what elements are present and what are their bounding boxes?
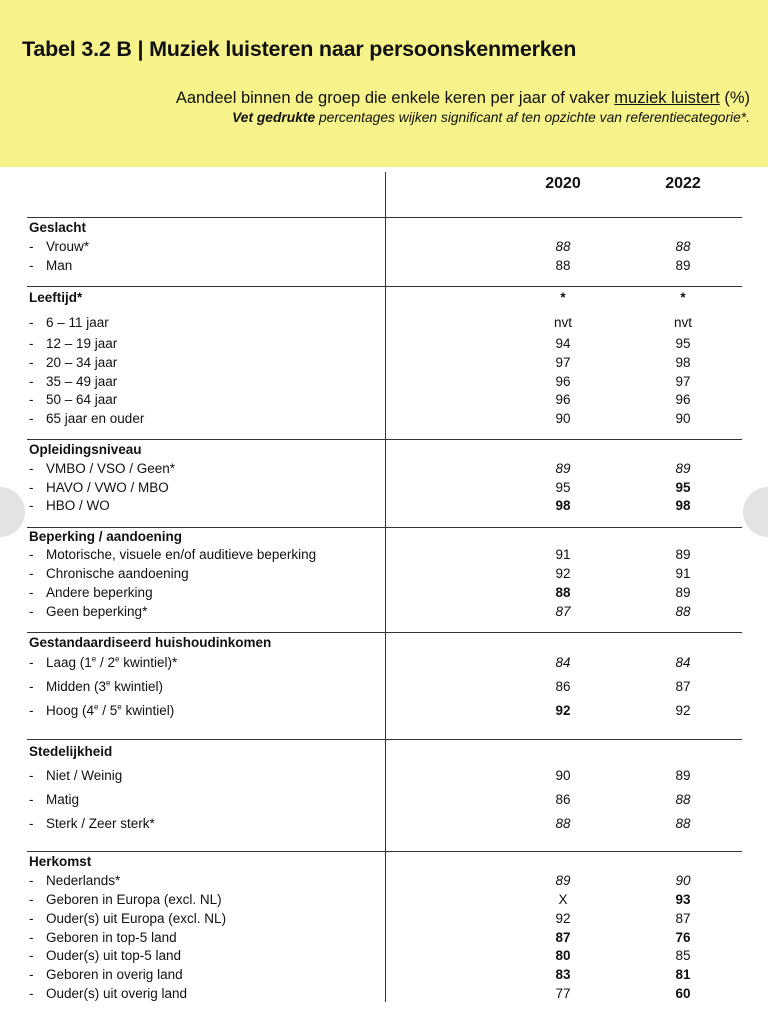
bullet-dash: - bbox=[29, 986, 34, 1001]
row-label-text: Chronische aandoening bbox=[46, 566, 189, 581]
section-divider bbox=[27, 632, 742, 633]
title-banner bbox=[0, 0, 768, 167]
row-label bbox=[29, 793, 79, 807]
value-2022: 97 bbox=[675, 374, 691, 389]
bullet-dash: - bbox=[29, 679, 34, 694]
bullet-dash: - bbox=[29, 374, 34, 389]
value-2020: 95 bbox=[555, 480, 571, 495]
bullet-dash: - bbox=[29, 355, 34, 370]
row-label-text: Midden (3e kwintiel) bbox=[46, 678, 164, 694]
row-label bbox=[29, 356, 117, 370]
row-label bbox=[29, 481, 169, 495]
section-title: Geslacht bbox=[29, 220, 87, 235]
row-label bbox=[29, 769, 122, 783]
value-2022: 87 bbox=[675, 911, 691, 926]
value-2020: 90 bbox=[555, 768, 571, 783]
row-label-text: 6 – 11 jaar bbox=[46, 315, 109, 330]
value-2022: 88 bbox=[675, 604, 691, 619]
value-2022: 88 bbox=[675, 792, 691, 807]
bullet-dash: - bbox=[29, 585, 34, 600]
bullet-dash: - bbox=[29, 480, 34, 495]
row-label bbox=[29, 817, 155, 831]
value-2022: 98 bbox=[675, 355, 691, 370]
section-divider bbox=[27, 851, 742, 852]
row-label-text: Ouder(s) uit overig land bbox=[46, 986, 188, 1001]
row-label bbox=[29, 656, 177, 670]
year-header-2022: 2022 bbox=[665, 175, 701, 192]
value-2020: nvt bbox=[553, 315, 573, 330]
section-significance-marker: * bbox=[560, 290, 566, 305]
value-2022: 90 bbox=[675, 411, 691, 426]
value-2020: 88 bbox=[555, 585, 571, 600]
bullet-dash: - bbox=[29, 930, 34, 945]
previous-page-button[interactable] bbox=[0, 487, 25, 537]
bullet-dash: - bbox=[29, 258, 34, 273]
row-label bbox=[29, 316, 109, 330]
row-label-text: Nederlands* bbox=[46, 873, 121, 888]
value-2022: 60 bbox=[675, 986, 691, 1001]
table-subtitle bbox=[176, 89, 750, 108]
value-2022: 98 bbox=[675, 498, 691, 513]
subtitle-suffix: (%) bbox=[719, 89, 750, 107]
row-label bbox=[29, 987, 187, 1001]
row-label-text: 12 – 19 jaar bbox=[46, 336, 118, 351]
row-label-text: Geboren in top-5 land bbox=[46, 930, 177, 945]
row-label-text: Andere beperking bbox=[46, 585, 153, 600]
bullet-dash: - bbox=[29, 461, 34, 476]
value-2022: 90 bbox=[675, 873, 691, 888]
row-label-text: Matig bbox=[46, 792, 80, 807]
row-label-text: Geen beperking* bbox=[46, 604, 148, 619]
subtitle-link[interactable]: muziek luistert bbox=[614, 89, 720, 107]
section-divider bbox=[27, 527, 742, 528]
section-title: Herkomst bbox=[29, 854, 92, 869]
value-2022: 89 bbox=[675, 258, 691, 273]
row-label-text: Geboren in overig land bbox=[46, 967, 183, 982]
value-2022: 92 bbox=[675, 703, 691, 718]
value-2020: 92 bbox=[555, 566, 571, 581]
row-label bbox=[29, 567, 189, 581]
bullet-dash: - bbox=[29, 392, 34, 407]
row-label bbox=[29, 912, 226, 926]
bullet-dash: - bbox=[29, 547, 34, 562]
row-label-text: 65 jaar en ouder bbox=[46, 411, 145, 426]
row-label bbox=[29, 412, 144, 426]
value-2022: 95 bbox=[675, 336, 691, 351]
next-page-button[interactable] bbox=[743, 487, 768, 537]
bullet-dash: - bbox=[29, 792, 34, 807]
value-2022: 87 bbox=[675, 679, 691, 694]
row-label-text: 20 – 34 jaar bbox=[46, 355, 118, 370]
value-2020: 98 bbox=[555, 498, 571, 513]
bullet-dash: - bbox=[29, 816, 34, 831]
value-2020: 92 bbox=[555, 703, 571, 718]
section-title: Leeftijd* bbox=[29, 290, 83, 305]
bullet-dash: - bbox=[29, 315, 34, 330]
note-rest: percentages wijken significant af ten opzichte van referentiecategorie*. bbox=[315, 110, 750, 125]
row-label bbox=[29, 375, 117, 389]
row-label-text: Hoog (4e / 5e kwintiel) bbox=[46, 702, 175, 718]
bullet-dash: - bbox=[29, 655, 34, 670]
column-divider bbox=[385, 172, 386, 1002]
value-2022: 91 bbox=[675, 566, 691, 581]
row-label-text: 35 – 49 jaar bbox=[46, 374, 118, 389]
value-2022: 89 bbox=[675, 768, 691, 783]
section-divider bbox=[27, 739, 742, 740]
row-label-text: VMBO / VSO / Geen* bbox=[46, 461, 176, 476]
value-2020: X bbox=[558, 892, 568, 907]
value-2020: 84 bbox=[555, 655, 571, 670]
value-2022: nvt bbox=[673, 315, 693, 330]
value-2020: 97 bbox=[555, 355, 571, 370]
value-2022: 89 bbox=[675, 547, 691, 562]
row-label-text: Motorische, visuele en/of auditieve beperking bbox=[46, 547, 317, 562]
bullet-dash: - bbox=[29, 967, 34, 982]
value-2022: 85 bbox=[675, 948, 691, 963]
row-label-text: Geboren in Europa (excl. NL) bbox=[46, 892, 222, 907]
row-label-text: Ouder(s) uit Europa (excl. NL) bbox=[46, 911, 227, 926]
section-divider bbox=[27, 439, 742, 440]
value-2020: 88 bbox=[555, 816, 571, 831]
value-2022: 88 bbox=[675, 816, 691, 831]
value-2020: 92 bbox=[555, 911, 571, 926]
year-header-2020: 2020 bbox=[545, 175, 581, 192]
value-2020: 88 bbox=[555, 258, 571, 273]
row-label bbox=[29, 893, 222, 907]
table-title: Tabel 3.2 B | Muziek luisteren naar persoonskenmerken bbox=[22, 37, 577, 61]
bullet-dash: - bbox=[29, 892, 34, 907]
value-2020: 96 bbox=[555, 392, 571, 407]
value-2020: 88 bbox=[555, 239, 571, 254]
row-label bbox=[29, 968, 183, 982]
value-2020: 86 bbox=[555, 792, 571, 807]
row-label bbox=[29, 337, 117, 351]
section-title: Gestandaardiseerd huishoudinkomen bbox=[29, 635, 272, 650]
row-label bbox=[29, 586, 153, 600]
row-label-text: Laag (1e / 2e kwintiel)* bbox=[46, 654, 178, 670]
value-2020: 87 bbox=[555, 930, 571, 945]
row-label bbox=[29, 931, 177, 945]
section-divider bbox=[27, 286, 742, 287]
row-label bbox=[29, 393, 117, 407]
row-label bbox=[29, 680, 163, 694]
value-2020: 96 bbox=[555, 374, 571, 389]
section-divider bbox=[27, 217, 742, 218]
section-title: Beperking / aandoening bbox=[29, 529, 183, 544]
row-label-text: Niet / Weinig bbox=[46, 768, 123, 783]
value-2020: 90 bbox=[555, 411, 571, 426]
value-2020: 89 bbox=[555, 873, 571, 888]
bullet-dash: - bbox=[29, 948, 34, 963]
bullet-dash: - bbox=[29, 604, 34, 619]
value-2020: 86 bbox=[555, 679, 571, 694]
bullet-dash: - bbox=[29, 498, 34, 513]
bullet-dash: - bbox=[29, 911, 34, 926]
significance-note bbox=[232, 110, 750, 125]
row-label-text: HAVO / VWO / MBO bbox=[46, 480, 169, 495]
bullet-dash: - bbox=[29, 336, 34, 351]
row-label-text: Sterk / Zeer sterk* bbox=[46, 816, 155, 831]
row-label bbox=[29, 949, 181, 963]
value-2022: 81 bbox=[675, 967, 691, 982]
bullet-dash: - bbox=[29, 768, 34, 783]
bullet-dash: - bbox=[29, 873, 34, 888]
value-2020: 80 bbox=[555, 948, 571, 963]
row-label-text: Man bbox=[46, 258, 73, 273]
row-label bbox=[29, 259, 72, 273]
row-label bbox=[29, 605, 147, 619]
row-label bbox=[29, 462, 175, 476]
value-2022: 89 bbox=[675, 585, 691, 600]
row-label bbox=[29, 548, 316, 562]
value-2022: 76 bbox=[675, 930, 691, 945]
row-label bbox=[29, 874, 120, 888]
value-2022: 88 bbox=[675, 239, 691, 254]
value-2020: 94 bbox=[555, 336, 571, 351]
value-2020: 89 bbox=[555, 461, 571, 476]
row-label-text: HBO / WO bbox=[46, 498, 110, 513]
note-bold: Vet gedrukte bbox=[232, 110, 316, 125]
value-2022: 89 bbox=[675, 461, 691, 476]
bullet-dash: - bbox=[29, 703, 34, 718]
bullet-dash: - bbox=[29, 239, 34, 254]
subtitle-prefix: Aandeel binnen de groep die enkele keren per jaar of vaker bbox=[175, 89, 615, 107]
value-2020: 83 bbox=[555, 967, 571, 982]
section-title: Stedelijkheid bbox=[29, 744, 113, 759]
value-2022: 93 bbox=[675, 892, 691, 907]
row-label-text: Ouder(s) uit top-5 land bbox=[46, 948, 182, 963]
row-label bbox=[29, 499, 110, 513]
value-2020: 87 bbox=[555, 604, 571, 619]
value-2020: 91 bbox=[555, 547, 571, 562]
section-title: Opleidingsniveau bbox=[29, 442, 142, 457]
value-2022: 84 bbox=[675, 655, 691, 670]
value-2020: 77 bbox=[555, 986, 571, 1001]
value-2022: 96 bbox=[675, 392, 691, 407]
section-significance-marker: * bbox=[680, 290, 686, 305]
row-label bbox=[29, 240, 89, 254]
bullet-dash: - bbox=[29, 566, 34, 581]
row-label-text: Vrouw* bbox=[46, 239, 90, 254]
bullet-dash: - bbox=[29, 411, 34, 426]
row-label bbox=[29, 704, 174, 718]
row-label-text: 50 – 64 jaar bbox=[46, 392, 118, 407]
value-2022: 95 bbox=[675, 480, 691, 495]
